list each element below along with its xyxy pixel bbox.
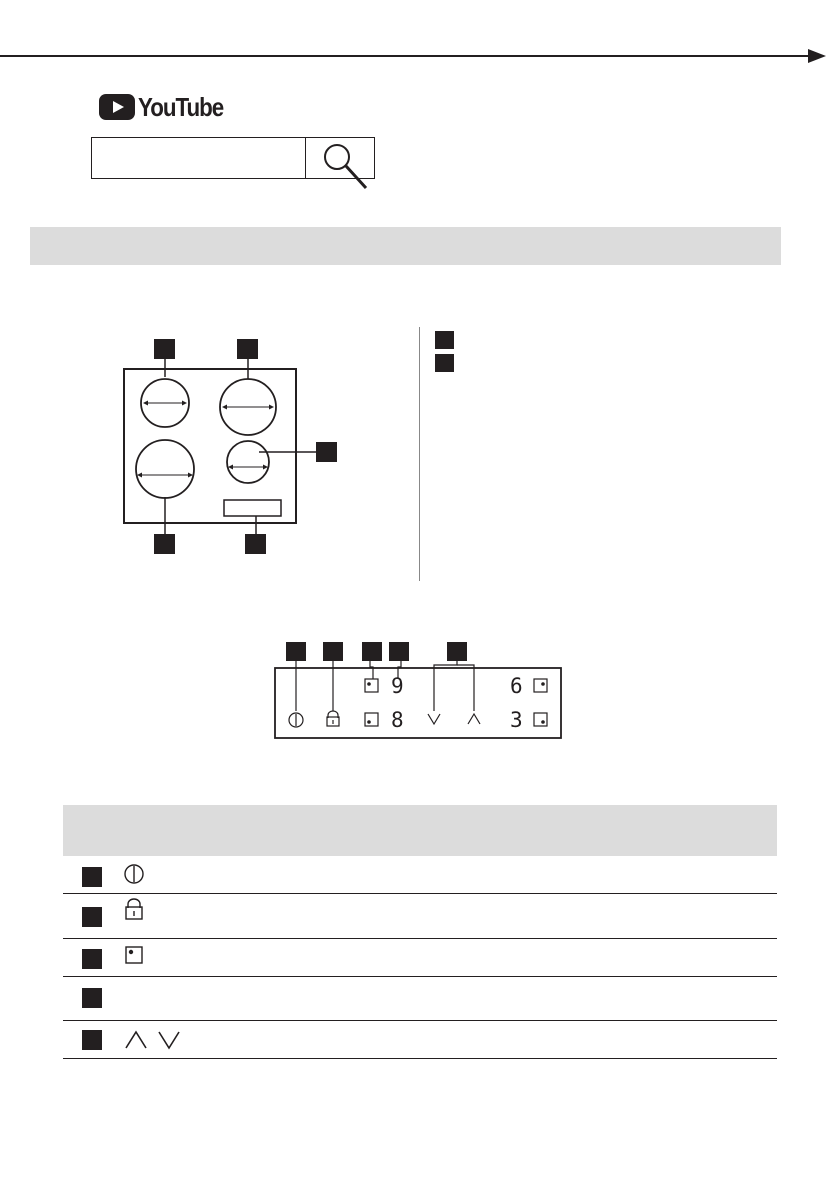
up-down-arrows-icon — [123, 1027, 193, 1051]
zone-selector-icon-top-right — [534, 679, 547, 692]
youtube-wordmark: YouTube — [138, 91, 224, 122]
table-header — [63, 805, 777, 856]
callout-marker — [286, 642, 306, 661]
power-icon — [289, 713, 303, 727]
row-marker — [82, 988, 102, 1008]
legend-marker — [435, 354, 454, 372]
section-header-bar — [30, 227, 781, 265]
row-marker — [82, 907, 102, 927]
cooking-zone-small — [227, 441, 269, 483]
zone-selector-icon-bottom-right — [534, 713, 547, 726]
callout-marker — [237, 339, 258, 359]
callout-marker — [362, 642, 382, 661]
play-icon — [99, 94, 135, 120]
legend-divider — [419, 327, 420, 581]
legend-marker — [435, 331, 454, 349]
row-marker — [82, 949, 102, 969]
table-row — [63, 1021, 777, 1059]
cooking-zone-rear-left — [220, 379, 276, 435]
callout-marker — [316, 442, 337, 462]
cooking-zone-large — [136, 440, 194, 498]
top-arrow-rule — [0, 0, 839, 70]
zone-selector-icon-bottom-left — [365, 713, 378, 726]
callout-marker — [154, 339, 175, 359]
callout-marker — [245, 534, 266, 554]
power-display-top-right: 6 — [510, 674, 523, 698]
table-row — [63, 977, 777, 1021]
zone-selector-icon-top-left — [365, 679, 378, 692]
callout-marker — [323, 642, 343, 661]
table-row — [63, 939, 777, 977]
down-arrow-icon — [428, 714, 440, 724]
row-marker — [82, 1030, 102, 1050]
callout-marker — [154, 534, 175, 554]
control-panel-outline — [224, 500, 281, 516]
table-row — [63, 894, 777, 939]
control-panel-diagram — [270, 635, 570, 745]
table-row — [63, 856, 777, 894]
power-icon — [123, 863, 147, 887]
zone-selector-icon — [124, 945, 146, 967]
callout-marker — [447, 642, 467, 661]
lock-icon — [123, 898, 147, 924]
cooktop-diagram — [110, 330, 350, 560]
youtube-logo[interactable] — [99, 91, 237, 123]
up-arrow-icon — [468, 714, 480, 724]
lock-icon — [327, 711, 339, 726]
row-marker — [82, 867, 102, 887]
magnifier-icon — [306, 138, 376, 198]
power-display-bottom-right: 3 — [510, 708, 523, 732]
callout-marker — [389, 642, 409, 661]
power-display-bottom-left: 8 — [391, 708, 404, 732]
search-button[interactable] — [305, 137, 375, 179]
cooking-zone-front-left — [141, 379, 189, 427]
power-display-top-left: 9 — [391, 674, 404, 698]
